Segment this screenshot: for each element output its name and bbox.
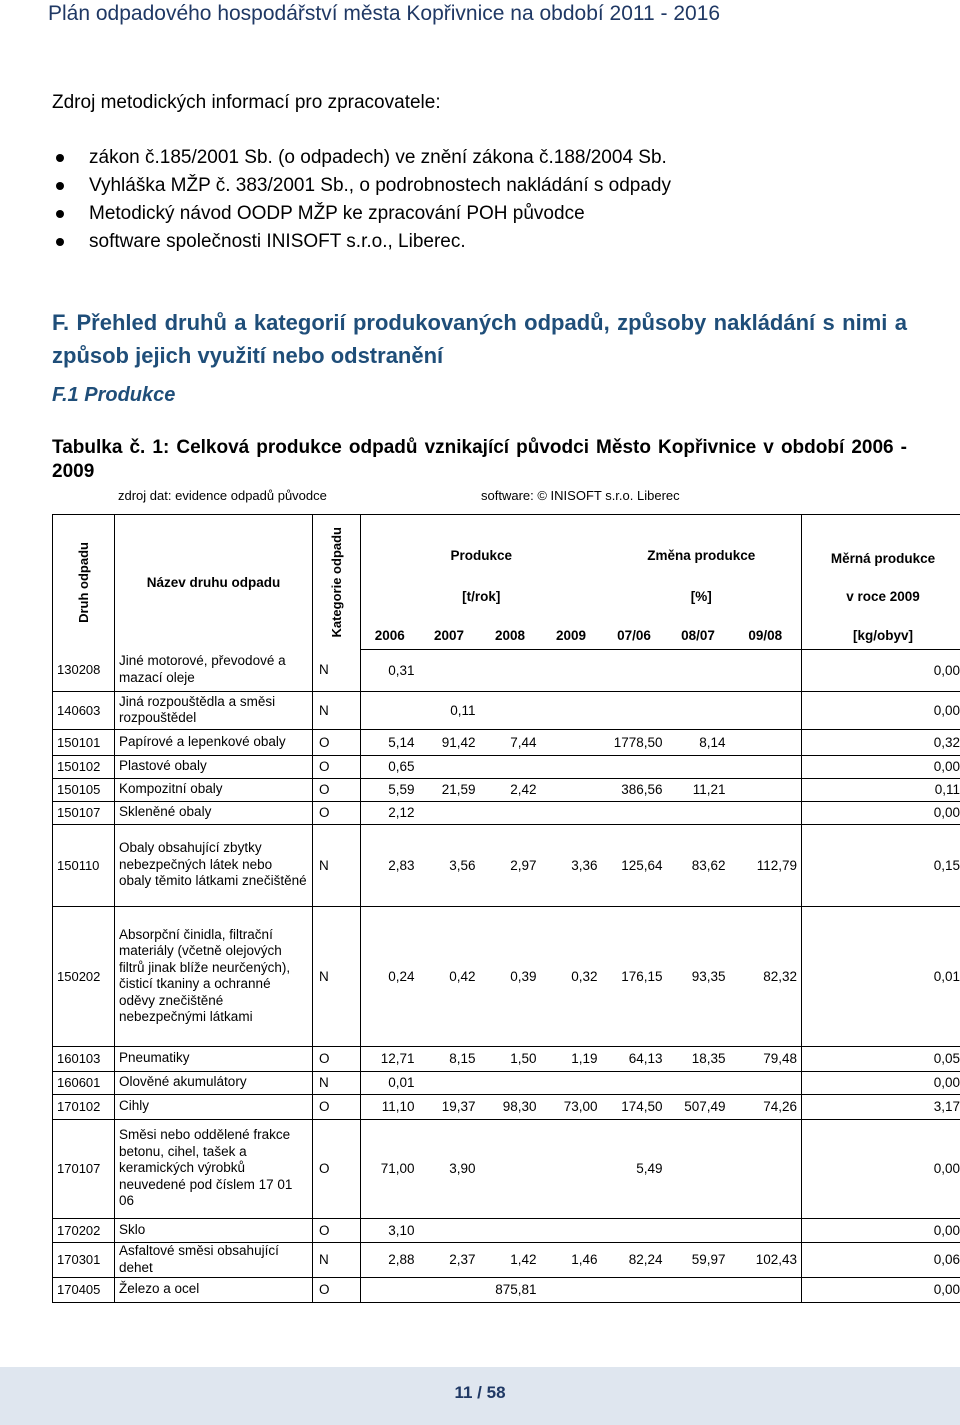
production-value-cell: 1,42 xyxy=(480,1242,541,1277)
production-value-cell: 21,59 xyxy=(419,778,480,801)
production-value-cell: 0,42 xyxy=(419,906,480,1046)
waste-category-cell: N xyxy=(313,906,361,1046)
production-value-cell: 8,15 xyxy=(419,1046,480,1071)
waste-category-cell: N xyxy=(313,649,361,691)
specific-production-cell: 0,00 xyxy=(802,755,960,778)
change-value-cell: 176,15 xyxy=(602,906,667,1046)
specific-production-cell: 0,01 xyxy=(802,906,960,1046)
waste-code-cell: 170202 xyxy=(53,1218,115,1242)
header-zmena-unit: [%] xyxy=(602,571,802,622)
production-value-cell: 3,36 xyxy=(541,824,602,906)
production-value-cell: 19,37 xyxy=(419,1094,480,1119)
header-change-period: 09/08 xyxy=(730,622,802,649)
change-value-cell: 11,21 xyxy=(667,778,730,801)
change-value-cell xyxy=(667,691,730,729)
specific-production-cell: 0,00 xyxy=(802,801,960,824)
production-value-cell: 91,42 xyxy=(419,729,480,755)
table-row xyxy=(53,1242,960,1277)
production-value-cell: 12,71 xyxy=(361,1046,419,1071)
production-value-cell: 0,01 xyxy=(361,1071,419,1094)
change-value-cell: 5,49 xyxy=(602,1119,667,1218)
waste-category-cell: O xyxy=(313,1046,361,1071)
change-value-cell: 1778,50 xyxy=(602,729,667,755)
change-value-cell xyxy=(730,1218,802,1242)
waste-code-cell: 160601 xyxy=(53,1071,115,1094)
production-value-cell xyxy=(480,1119,541,1218)
waste-category-cell: N xyxy=(313,824,361,906)
subsection-title: F.1 Produkce xyxy=(52,384,176,406)
change-value-cell: 74,26 xyxy=(730,1094,802,1119)
waste-name-cell: Směsi nebo oddělené frakce betonu, cihel, tašek a keramických výrobků neuvedené pod číslem 17 01 06 xyxy=(115,1119,313,1218)
production-value-cell: 2,37 xyxy=(419,1242,480,1277)
specific-production-cell: 0,32 xyxy=(802,729,960,755)
waste-category-cell: N xyxy=(313,1242,361,1277)
table-row xyxy=(53,649,960,691)
change-value-cell: 18,35 xyxy=(667,1046,730,1071)
source-item: Vyhláška MŽP č. 383/2001 Sb., o podrobnostech nakládání s odpady xyxy=(52,172,671,200)
production-value-cell xyxy=(541,1071,602,1094)
production-value-cell xyxy=(541,755,602,778)
change-value-cell: 112,79 xyxy=(730,824,802,906)
table-row xyxy=(53,729,960,755)
specific-production-cell: 0,00 xyxy=(802,649,960,691)
table-software-note: software: © INISOFT s.r.o. Liberec xyxy=(481,488,680,503)
change-value-cell xyxy=(730,729,802,755)
production-value-cell: 5,14 xyxy=(361,729,419,755)
header-druh-odpadu: Druh odpadu xyxy=(53,515,115,650)
production-value-cell xyxy=(480,755,541,778)
production-value-cell xyxy=(541,1119,602,1218)
waste-name-cell: Cihly xyxy=(115,1094,313,1119)
production-value-cell xyxy=(419,649,480,691)
table-row xyxy=(53,824,960,906)
production-value-cell xyxy=(541,729,602,755)
change-value-cell xyxy=(730,755,802,778)
waste-name-cell: Asfaltové směsi obsahující dehet xyxy=(115,1242,313,1277)
change-value-cell xyxy=(602,1277,667,1302)
waste-name-cell: Obaly obsahující zbytky nebezpečných látek nebo obaly těmito látkami znečištěné xyxy=(115,824,313,906)
waste-name-cell: Olověné akumulátory xyxy=(115,1071,313,1094)
change-value-cell: 507,49 xyxy=(667,1094,730,1119)
change-value-cell xyxy=(602,1071,667,1094)
waste-category-cell: O xyxy=(313,801,361,824)
production-value-cell xyxy=(419,755,480,778)
waste-name-cell: Sklo xyxy=(115,1218,313,1242)
production-value-cell: 0,32 xyxy=(541,906,602,1046)
specific-production-cell: 0,00 xyxy=(802,1218,960,1242)
production-value-cell xyxy=(419,801,480,824)
table-row xyxy=(53,906,960,1046)
header-merna-year: v roce 2009 xyxy=(802,571,960,622)
production-value-cell: 0,65 xyxy=(361,755,419,778)
change-value-cell xyxy=(730,1119,802,1218)
waste-production-table xyxy=(52,514,960,1303)
waste-code-cell: 170107 xyxy=(53,1119,115,1218)
production-value-cell: 2,97 xyxy=(480,824,541,906)
production-value-cell xyxy=(480,1218,541,1242)
change-value-cell: 8,14 xyxy=(667,729,730,755)
production-value-cell: 0,11 xyxy=(419,691,480,729)
production-value-cell: 1,50 xyxy=(480,1046,541,1071)
production-value-cell: 5,59 xyxy=(361,778,419,801)
header-merna-produkce: Měrná produkce xyxy=(802,515,960,571)
change-value-cell: 59,97 xyxy=(667,1242,730,1277)
specific-production-cell: 0,15 xyxy=(802,824,960,906)
change-value-cell xyxy=(602,691,667,729)
change-value-cell: 386,56 xyxy=(602,778,667,801)
waste-name-cell: Plastové obaly xyxy=(115,755,313,778)
production-value-cell: 875,81 xyxy=(480,1277,541,1302)
production-value-cell: 7,44 xyxy=(480,729,541,755)
change-value-cell: 93,35 xyxy=(667,906,730,1046)
production-value-cell: 2,42 xyxy=(480,778,541,801)
table-row xyxy=(53,755,960,778)
header-change-period: 07/06 xyxy=(602,622,667,649)
waste-code-cell: 150101 xyxy=(53,729,115,755)
change-value-cell xyxy=(667,1071,730,1094)
table-row xyxy=(53,801,960,824)
production-value-cell xyxy=(541,1218,602,1242)
production-value-cell xyxy=(541,778,602,801)
waste-code-cell: 170405 xyxy=(53,1277,115,1302)
waste-category-cell: O xyxy=(313,755,361,778)
change-value-cell xyxy=(667,755,730,778)
waste-name-cell: Skleněné obaly xyxy=(115,801,313,824)
source-item: software společnosti INISOFT s.r.o., Liberec. xyxy=(52,228,671,256)
production-value-cell: 2,12 xyxy=(361,801,419,824)
table-row xyxy=(53,1046,960,1071)
header-year: 2008 xyxy=(480,622,541,649)
specific-production-cell: 0,00 xyxy=(802,1277,960,1302)
waste-code-cell: 140603 xyxy=(53,691,115,729)
change-value-cell xyxy=(730,1277,802,1302)
section-title: F. Přehled druhů a kategorií produkovaných odpadů, způsoby nakládání s nimi a způsob jejich využití nebo odstranění xyxy=(52,310,907,368)
sources-list xyxy=(52,144,671,256)
waste-code-cell: 150105 xyxy=(53,778,115,801)
change-value-cell: 102,43 xyxy=(730,1242,802,1277)
waste-code-cell: 150110 xyxy=(53,824,115,906)
table-row xyxy=(53,1277,960,1302)
production-value-cell: 3,56 xyxy=(419,824,480,906)
specific-production-cell: 0,00 xyxy=(802,1119,960,1218)
document-header-title: Plán odpadového hospodářství města Kopřivnice na období 2011 - 2016 xyxy=(48,2,721,25)
waste-category-cell: O xyxy=(313,1119,361,1218)
change-value-cell xyxy=(602,1218,667,1242)
production-value-cell xyxy=(480,801,541,824)
header-produkce-unit: [t/rok] xyxy=(462,588,501,604)
change-value-cell xyxy=(730,801,802,824)
production-value-cell xyxy=(361,691,419,729)
specific-production-cell: 0,05 xyxy=(802,1046,960,1071)
production-value-cell: 2,88 xyxy=(361,1242,419,1277)
waste-category-cell: N xyxy=(313,691,361,729)
header-year: 2007 xyxy=(419,622,480,649)
table-row xyxy=(53,691,960,729)
production-value-cell xyxy=(361,1277,419,1302)
specific-production-cell: 0,00 xyxy=(802,1071,960,1094)
waste-code-cell: 170301 xyxy=(53,1242,115,1277)
table-row xyxy=(53,1071,960,1094)
waste-category-cell: N xyxy=(313,1071,361,1094)
production-value-cell: 2,83 xyxy=(361,824,419,906)
change-value-cell xyxy=(667,1119,730,1218)
change-value-cell: 125,64 xyxy=(602,824,667,906)
specific-production-cell: 0,00 xyxy=(802,691,960,729)
change-value-cell: 174,50 xyxy=(602,1094,667,1119)
change-value-cell: 64,13 xyxy=(602,1046,667,1071)
change-value-cell xyxy=(730,778,802,801)
waste-name-cell: Železo a ocel xyxy=(115,1277,313,1302)
production-value-cell xyxy=(541,649,602,691)
production-value-cell xyxy=(419,1277,480,1302)
header-produkce: Produkce xyxy=(361,515,602,571)
change-value-cell xyxy=(667,1277,730,1302)
table-row xyxy=(53,1094,960,1119)
table-data-source: zdroj dat: evidence odpadů původce xyxy=(118,488,327,503)
production-value-cell: 71,00 xyxy=(361,1119,419,1218)
table-caption: Tabulka č. 1: Celková produkce odpadů vznikající původci Město Kopřivnice v období 2006 - 2009 xyxy=(52,437,907,482)
production-value-cell xyxy=(419,1218,480,1242)
header-kategorie: Kategorie odpadu xyxy=(313,515,361,650)
change-value-cell xyxy=(730,1071,802,1094)
production-value-cell: 98,30 xyxy=(480,1094,541,1119)
header-year: 2009 xyxy=(541,622,602,649)
production-value-cell: 73,00 xyxy=(541,1094,602,1119)
source-item: zákon č.185/2001 Sb. (o odpadech) ve znění zákona č.188/2004 Sb. xyxy=(52,144,671,172)
table-row xyxy=(53,778,960,801)
production-value-cell: 1,19 xyxy=(541,1046,602,1071)
waste-category-cell: O xyxy=(313,729,361,755)
waste-name-cell: Pneumatiky xyxy=(115,1046,313,1071)
change-value-cell: 82,24 xyxy=(602,1242,667,1277)
production-value-cell: 0,31 xyxy=(361,649,419,691)
change-value-cell xyxy=(730,691,802,729)
change-value-cell xyxy=(667,801,730,824)
waste-category-cell: O xyxy=(313,1218,361,1242)
change-value-cell: 79,48 xyxy=(730,1046,802,1071)
header-unit-kg-obyv: [kg/obyv] xyxy=(802,622,960,649)
waste-code-cell: 170102 xyxy=(53,1094,115,1119)
change-value-cell xyxy=(602,649,667,691)
production-value-cell xyxy=(541,1277,602,1302)
change-value-cell xyxy=(602,801,667,824)
waste-code-cell: 130208 xyxy=(53,649,115,691)
header-nazev-druhu: Název druhu odpadu xyxy=(115,515,313,650)
source-item: Metodický návod OODP MŽP ke zpracování POH původce xyxy=(52,200,671,228)
change-value-cell: 83,62 xyxy=(667,824,730,906)
production-value-cell xyxy=(541,801,602,824)
production-value-cell: 0,24 xyxy=(361,906,419,1046)
waste-code-cell: 150107 xyxy=(53,801,115,824)
header-change-period: 08/07 xyxy=(667,622,730,649)
production-value-cell xyxy=(480,649,541,691)
waste-category-cell: O xyxy=(313,778,361,801)
production-value-cell: 0,39 xyxy=(480,906,541,1046)
waste-name-cell: Absorpční činidla, filtrační materiály (včetně olejových filtrů jinak blíže neurčených), čisticí tkaniny a ochranné oděvy znečištěné nebezpečnými látkami xyxy=(115,906,313,1046)
waste-category-cell: O xyxy=(313,1277,361,1302)
change-value-cell xyxy=(667,649,730,691)
header-zmena-produkce: Změna produkce xyxy=(602,515,802,571)
change-value-cell xyxy=(602,755,667,778)
specific-production-cell: 0,11 xyxy=(802,778,960,801)
production-value-cell: 3,90 xyxy=(419,1119,480,1218)
header-year: 2006 xyxy=(361,622,419,649)
production-value-cell: 1,46 xyxy=(541,1242,602,1277)
change-value-cell xyxy=(667,1218,730,1242)
specific-production-cell: 3,17 xyxy=(802,1094,960,1119)
waste-category-cell: O xyxy=(313,1094,361,1119)
waste-name-cell: Jiná rozpouštědla a směsi rozpouštědel xyxy=(115,691,313,729)
waste-name-cell: Kompozitní obaly xyxy=(115,778,313,801)
production-value-cell xyxy=(480,1071,541,1094)
waste-code-cell: 160103 xyxy=(53,1046,115,1071)
table-row xyxy=(53,1218,960,1242)
production-value-cell: 3,10 xyxy=(361,1218,419,1242)
change-value-cell: 82,32 xyxy=(730,906,802,1046)
sources-heading: Zdroj metodických informací pro zpracovatele: xyxy=(52,92,441,113)
production-value-cell xyxy=(541,691,602,729)
waste-name-cell: Jiné motorové, převodové a mazací oleje xyxy=(115,649,313,691)
waste-code-cell: 150102 xyxy=(53,755,115,778)
waste-code-cell: 150202 xyxy=(53,906,115,1046)
table-row xyxy=(53,1119,960,1218)
production-value-cell xyxy=(480,691,541,729)
production-value-cell: 11,10 xyxy=(361,1094,419,1119)
change-value-cell xyxy=(730,649,802,691)
specific-production-cell: 0,06 xyxy=(802,1242,960,1277)
waste-name-cell: Papírové a lepenkové obaly xyxy=(115,729,313,755)
production-value-cell xyxy=(419,1071,480,1094)
page-number: 11 / 58 xyxy=(454,1383,506,1402)
